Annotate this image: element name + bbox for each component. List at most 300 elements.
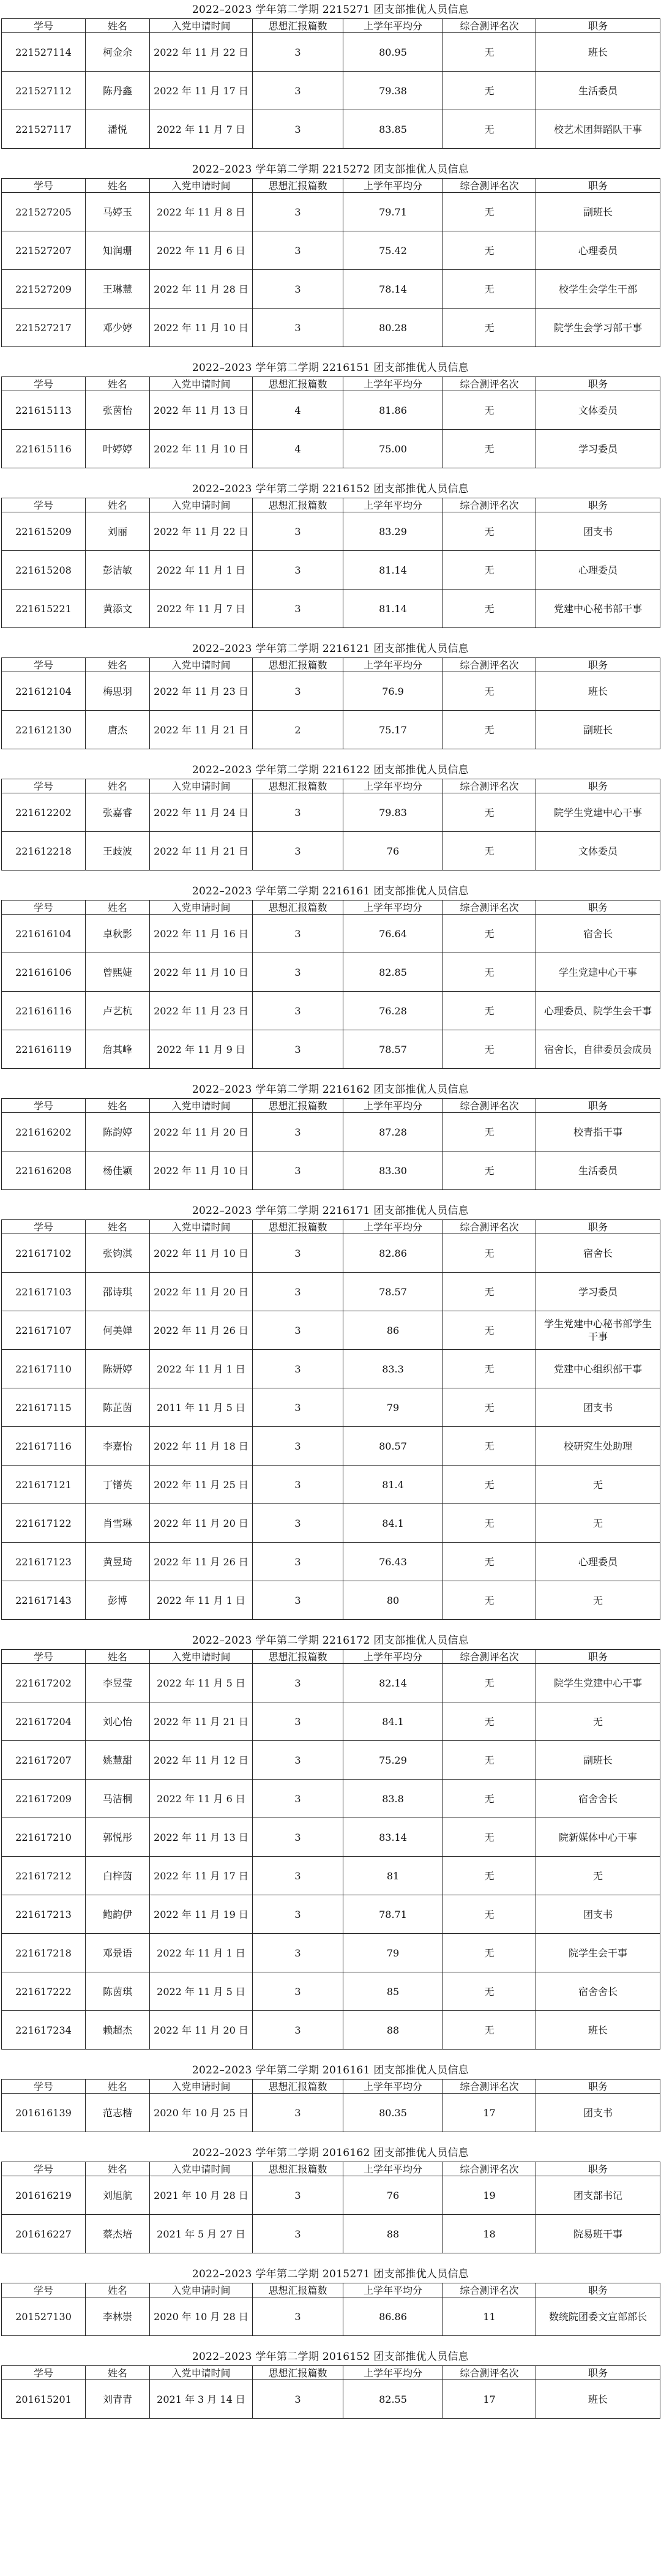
table-cell: 83.30 (343, 1151, 443, 1190)
table-cell: 83.14 (343, 1818, 443, 1857)
table-cell: 83.3 (343, 1350, 443, 1388)
column-header: 学号 (2, 1099, 86, 1113)
column-header: 学号 (2, 2283, 86, 2297)
table-cell: 17 (443, 2380, 536, 2419)
table-cell: 邓少婷 (86, 309, 150, 347)
table-row (2, 1427, 660, 1466)
table-cell: 3 (253, 1543, 343, 1581)
column-header: 上学年平均分 (343, 498, 443, 512)
table-cell: 2011 年 11 月 5 日 (150, 1388, 253, 1427)
table-cell: 团支书 (536, 512, 660, 551)
table-cell: 82.55 (343, 2380, 443, 2419)
table-cell: 丁镨英 (86, 1466, 150, 1504)
table-cell: 无 (443, 1504, 536, 1543)
table-cell: 76.43 (343, 1543, 443, 1581)
section-title: 2022–2023 学年第二学期 2216162 团支部推优人员信息 (192, 1084, 469, 1096)
column-header: 职务 (536, 179, 660, 193)
table-cell: 3 (253, 1350, 343, 1388)
table-cell: 88 (343, 2215, 443, 2253)
table-cell: 2022 年 11 月 21 日 (150, 1702, 253, 1741)
table-header-row (2, 2366, 660, 2380)
table-cell: 副班长 (536, 1741, 660, 1780)
column-header: 上学年平均分 (343, 2366, 443, 2380)
table-cell: 校学生会学生干部 (536, 270, 660, 309)
table-cell: 无 (443, 953, 536, 992)
roster-section (0, 2348, 661, 2419)
table-cell: 4 (253, 391, 343, 430)
column-header: 上学年平均分 (343, 2283, 443, 2297)
table-cell: 李昱莹 (86, 1664, 150, 1702)
column-header: 思想汇报篇数 (253, 779, 343, 793)
table-cell: 学生党建中心秘书部学生干事 (536, 1311, 660, 1350)
section-title: 2022–2023 学年第二学期 2216122 团支部推优人员信息 (192, 764, 469, 776)
table-cell: 班长 (536, 2011, 660, 2050)
table-cell: 无 (443, 672, 536, 711)
table-row (2, 1818, 660, 1857)
table-cell: 2022 年 11 月 17 日 (150, 1857, 253, 1895)
column-header: 学号 (2, 2162, 86, 2176)
table-cell: 宿舍舍长 (536, 1972, 660, 2011)
column-header: 综合测评名次 (443, 1650, 536, 1664)
column-header: 入党申请时间 (150, 1650, 253, 1664)
table-cell: 76.9 (343, 672, 443, 711)
table-cell: 无 (443, 391, 536, 430)
table-header-row (2, 1220, 660, 1234)
table-cell: 2022 年 11 月 18 日 (150, 1427, 253, 1466)
table-cell: 3 (253, 953, 343, 992)
roster-table (1, 2079, 660, 2132)
table-row (2, 1273, 660, 1311)
column-header: 学号 (2, 2366, 86, 2380)
table-row (2, 2215, 660, 2253)
table-cell: 3 (253, 1151, 343, 1190)
column-header: 思想汇报篇数 (253, 179, 343, 193)
table-cell: 无 (443, 1818, 536, 1857)
section-title: 2022–2023 学年第二学期 2216151 团支部推优人员信息 (192, 362, 469, 374)
table-cell: 班长 (536, 672, 660, 711)
table-cell: 3 (253, 1273, 343, 1311)
table-cell: 221617222 (2, 1972, 86, 2011)
table-cell: 81.14 (343, 551, 443, 590)
table-cell: 心理委员 (536, 551, 660, 590)
column-header: 职务 (536, 1099, 660, 1113)
table-cell: 曾熙婕 (86, 953, 150, 992)
table-cell: 221612202 (2, 793, 86, 832)
table-cell: 2022 年 11 月 10 日 (150, 309, 253, 347)
table-cell: 3 (253, 1934, 343, 1972)
table-cell: 2022 年 11 月 6 日 (150, 231, 253, 270)
table-cell: 无 (443, 1702, 536, 1741)
table-cell: 3 (253, 590, 343, 628)
table-cell: 86.86 (343, 2297, 443, 2336)
table-cell: 3 (253, 33, 343, 72)
column-header: 上学年平均分 (343, 1220, 443, 1234)
table-cell: 马洁桐 (86, 1780, 150, 1818)
table-cell: 3 (253, 1818, 343, 1857)
column-header: 入党申请时间 (150, 2162, 253, 2176)
roster-section (0, 2144, 661, 2253)
table-cell: 75.29 (343, 1741, 443, 1780)
table-cell: 陈妍婷 (86, 1350, 150, 1388)
column-header: 职务 (536, 1220, 660, 1234)
column-header: 学号 (2, 498, 86, 512)
column-header: 职务 (536, 779, 660, 793)
column-header: 入党申请时间 (150, 2080, 253, 2094)
roster-table (1, 657, 660, 749)
table-cell: 2022 年 11 月 1 日 (150, 1350, 253, 1388)
table-cell: 221617116 (2, 1427, 86, 1466)
table-cell: 221527209 (2, 270, 86, 309)
table-cell: 2022 年 11 月 16 日 (150, 915, 253, 953)
table-cell: 团支书 (536, 1388, 660, 1427)
column-header: 学号 (2, 900, 86, 915)
table-row (2, 1151, 660, 1190)
table-header-row (2, 779, 660, 793)
table-cell: 团支书 (536, 2094, 660, 2132)
column-header: 思想汇报篇数 (253, 1099, 343, 1113)
table-cell: 鲍韵伊 (86, 1895, 150, 1934)
table-cell: 校艺术团舞蹈队干事 (536, 110, 660, 149)
table-cell: 76.64 (343, 915, 443, 953)
table-cell: 王琳慧 (86, 270, 150, 309)
roster-section (0, 2266, 661, 2336)
column-header: 上学年平均分 (343, 779, 443, 793)
column-header: 入党申请时间 (150, 19, 253, 33)
table-cell: 221617207 (2, 1741, 86, 1780)
table-cell: 2022 年 11 月 13 日 (150, 1818, 253, 1857)
table-row (2, 1780, 660, 1818)
column-header: 思想汇报篇数 (253, 1220, 343, 1234)
table-cell: 3 (253, 270, 343, 309)
column-header: 思想汇报篇数 (253, 377, 343, 391)
table-cell: 2022 年 11 月 26 日 (150, 1311, 253, 1350)
table-cell: 3 (253, 72, 343, 110)
section-title: 2022–2023 学年第二学期 2016152 团支部推优人员信息 (192, 2351, 469, 2363)
table-cell: 79 (343, 1934, 443, 1972)
table-cell: 学习委员 (536, 430, 660, 468)
table-cell: 3 (253, 2011, 343, 2050)
table-cell: 生活委员 (536, 72, 660, 110)
table-cell: 张嘉睿 (86, 793, 150, 832)
table-cell: 3 (253, 1741, 343, 1780)
column-header: 职务 (536, 2366, 660, 2380)
table-cell: 宿舍舍长 (536, 1780, 660, 1818)
table-cell: 无 (443, 1543, 536, 1581)
table-cell: 王歧波 (86, 832, 150, 871)
table-cell: 221615113 (2, 391, 86, 430)
table-cell: 叶婷婷 (86, 430, 150, 468)
table-row (2, 270, 660, 309)
table-cell: 221617204 (2, 1702, 86, 1741)
table-cell: 李嘉怡 (86, 1427, 150, 1466)
table-cell: 79.71 (343, 193, 443, 231)
table-header-row (2, 658, 660, 672)
table-cell: 心理委员、院学生会干事 (536, 992, 660, 1030)
table-cell: 17 (443, 2094, 536, 2132)
table-cell: 221612104 (2, 672, 86, 711)
table-cell: 卢艺杭 (86, 992, 150, 1030)
roster-table (1, 178, 660, 347)
table-cell: 2022 年 11 月 10 日 (150, 1234, 253, 1273)
table-cell: 3 (253, 1895, 343, 1934)
column-header: 学号 (2, 179, 86, 193)
column-header: 上学年平均分 (343, 658, 443, 672)
table-cell: 88 (343, 2011, 443, 2050)
column-header: 综合测评名次 (443, 498, 536, 512)
table-cell: 陈芷茵 (86, 1388, 150, 1427)
column-header: 入党申请时间 (150, 900, 253, 915)
table-cell: 79.83 (343, 793, 443, 832)
table-cell: 80.28 (343, 309, 443, 347)
table-row (2, 711, 660, 749)
table-row (2, 672, 660, 711)
table-cell: 梅思羽 (86, 672, 150, 711)
section-title: 2022–2023 学年第二学期 2016162 团支部推优人员信息 (192, 2147, 469, 2159)
column-header: 上学年平均分 (343, 377, 443, 391)
table-cell: 无 (443, 590, 536, 628)
table-cell: 无 (443, 72, 536, 110)
table-cell: 彭博 (86, 1581, 150, 1620)
column-header: 姓名 (86, 1650, 150, 1664)
table-cell: 201616227 (2, 2215, 86, 2253)
table-cell: 副班长 (536, 193, 660, 231)
table-cell: 3 (253, 193, 343, 231)
column-header: 综合测评名次 (443, 2283, 536, 2297)
table-cell: 221617122 (2, 1504, 86, 1543)
column-header: 姓名 (86, 658, 150, 672)
roster-table (1, 2283, 660, 2336)
table-cell: 无 (443, 1234, 536, 1273)
table-cell: 彭洁敏 (86, 551, 150, 590)
table-row (2, 1664, 660, 1702)
table-cell: 唐杰 (86, 711, 150, 749)
table-cell: 杨佳颖 (86, 1151, 150, 1190)
table-cell: 校研究生处助理 (536, 1427, 660, 1466)
table-cell: 81 (343, 1857, 443, 1895)
table-cell: 2022 年 11 月 22 日 (150, 512, 253, 551)
table-cell: 无 (443, 915, 536, 953)
table-cell: 学生党建中心干事 (536, 953, 660, 992)
table-cell: 赖超杰 (86, 2011, 150, 2050)
table-cell: 79 (343, 1388, 443, 1427)
roster-table (1, 2365, 660, 2419)
table-cell: 221612218 (2, 832, 86, 871)
table-cell: 221617115 (2, 1388, 86, 1427)
column-header: 姓名 (86, 900, 150, 915)
table-cell: 刘旭航 (86, 2176, 150, 2215)
table-cell: 刘青青 (86, 2380, 150, 2419)
table-cell: 无 (536, 1466, 660, 1504)
column-header: 姓名 (86, 1099, 150, 1113)
roster-section (0, 1081, 661, 1190)
table-header-row (2, 2080, 660, 2094)
table-row (2, 1030, 660, 1069)
table-cell: 无 (443, 1113, 536, 1151)
column-header: 思想汇报篇数 (253, 19, 343, 33)
roster-table (1, 498, 660, 628)
table-cell: 221616106 (2, 953, 86, 992)
column-header: 综合测评名次 (443, 2366, 536, 2380)
column-header: 思想汇报篇数 (253, 900, 343, 915)
column-header: 职务 (536, 498, 660, 512)
table-cell: 3 (253, 1030, 343, 1069)
table-cell: 无 (443, 430, 536, 468)
table-cell: 无 (536, 1857, 660, 1895)
column-header: 思想汇报篇数 (253, 2080, 343, 2094)
table-cell: 陈茵琪 (86, 1972, 150, 2011)
column-header: 入党申请时间 (150, 2366, 253, 2380)
table-cell: 2022 年 11 月 23 日 (150, 672, 253, 711)
table-cell: 221616202 (2, 1113, 86, 1151)
table-row (2, 1934, 660, 1972)
column-header: 思想汇报篇数 (253, 2162, 343, 2176)
section-title: 2022–2023 学年第二学期 2216172 团支部推优人员信息 (192, 1634, 469, 1647)
roster-section (0, 1202, 661, 1620)
table-cell: 19 (443, 2176, 536, 2215)
table-cell: 2022 年 11 月 8 日 (150, 193, 253, 231)
table-header-row (2, 2283, 660, 2297)
table-cell: 82.85 (343, 953, 443, 992)
column-header: 入党申请时间 (150, 2283, 253, 2297)
table-cell: 221527114 (2, 33, 86, 72)
table-cell: 3 (253, 1311, 343, 1350)
table-cell: 黄添文 (86, 590, 150, 628)
table-cell: 生活委员 (536, 1151, 660, 1190)
table-cell: 无 (443, 110, 536, 149)
column-header: 综合测评名次 (443, 179, 536, 193)
table-cell: 221617209 (2, 1780, 86, 1818)
table-row (2, 1113, 660, 1151)
section-title: 2022–2023 学年第二学期 2216152 团支部推优人员信息 (192, 483, 469, 495)
table-cell: 院学生党建中心干事 (536, 793, 660, 832)
table-cell: 2022 年 11 月 19 日 (150, 1895, 253, 1934)
table-cell: 陈韵婷 (86, 1113, 150, 1151)
table-cell: 无 (443, 1780, 536, 1818)
table-cell: 心理委员 (536, 1543, 660, 1581)
table-cell: 18 (443, 2215, 536, 2253)
table-cell: 3 (253, 512, 343, 551)
table-cell: 11 (443, 2297, 536, 2336)
table-cell: 81.86 (343, 391, 443, 430)
table-cell: 221617102 (2, 1234, 86, 1273)
table-cell: 无 (443, 992, 536, 1030)
table-cell: 221617212 (2, 1857, 86, 1895)
table-cell: 221617218 (2, 1934, 86, 1972)
table-header-row (2, 179, 660, 193)
roster-section (0, 640, 661, 749)
table-cell: 无 (443, 270, 536, 309)
table-cell: 范志楷 (86, 2094, 150, 2132)
table-cell: 党建中心组织部干事 (536, 1350, 660, 1388)
table-cell: 柯金余 (86, 33, 150, 72)
column-header: 职务 (536, 2080, 660, 2094)
roster-table (1, 1649, 660, 2050)
table-cell: 3 (253, 2176, 343, 2215)
table-cell: 221617110 (2, 1350, 86, 1388)
column-header: 姓名 (86, 377, 150, 391)
column-header: 入党申请时间 (150, 1220, 253, 1234)
table-cell: 张钧淇 (86, 1234, 150, 1273)
table-cell: 院学生会学习部干事 (536, 309, 660, 347)
table-cell: 2021 年 10 月 28 日 (150, 2176, 253, 2215)
table-row (2, 2297, 660, 2336)
table-cell: 无 (443, 1350, 536, 1388)
table-row (2, 72, 660, 110)
table-cell: 学习委员 (536, 1273, 660, 1311)
roster-section (0, 359, 661, 468)
table-cell: 2022 年 11 月 10 日 (150, 953, 253, 992)
table-cell: 3 (253, 1113, 343, 1151)
table-cell: 221617107 (2, 1311, 86, 1350)
column-header: 学号 (2, 658, 86, 672)
roster-table (1, 779, 660, 871)
table-cell: 白梓茵 (86, 1857, 150, 1895)
table-cell: 2022 年 11 月 12 日 (150, 1741, 253, 1780)
column-header: 姓名 (86, 179, 150, 193)
table-cell: 3 (253, 2215, 343, 2253)
table-cell: 詹其峰 (86, 1030, 150, 1069)
table-cell: 无 (443, 793, 536, 832)
table-cell: 无 (443, 309, 536, 347)
table-cell: 221527112 (2, 72, 86, 110)
table-cell: 无 (443, 1427, 536, 1466)
table-cell: 校青指干事 (536, 1113, 660, 1151)
table-cell: 邵诗琪 (86, 1273, 150, 1311)
table-header-row (2, 498, 660, 512)
table-cell: 2022 年 11 月 25 日 (150, 1466, 253, 1504)
table-cell: 75.17 (343, 711, 443, 749)
table-cell: 何美婵 (86, 1311, 150, 1350)
roster-table (1, 18, 660, 149)
table-cell: 83.29 (343, 512, 443, 551)
column-header: 职务 (536, 2283, 660, 2297)
table-row (2, 1234, 660, 1273)
table-cell: 院易班干事 (536, 2215, 660, 2253)
table-cell: 221615208 (2, 551, 86, 590)
table-cell: 刘丽 (86, 512, 150, 551)
table-cell: 潘悦 (86, 110, 150, 149)
table-cell: 院学生会干事 (536, 1934, 660, 1972)
column-header: 职务 (536, 900, 660, 915)
table-cell: 郭悦彤 (86, 1818, 150, 1857)
table-row (2, 1466, 660, 1504)
table-cell: 2022 年 11 月 20 日 (150, 1504, 253, 1543)
table-cell: 80.57 (343, 1427, 443, 1466)
table-cell: 副班长 (536, 711, 660, 749)
table-row (2, 1311, 660, 1350)
column-header: 思想汇报篇数 (253, 2366, 343, 2380)
table-cell: 221616119 (2, 1030, 86, 1069)
table-cell: 4 (253, 430, 343, 468)
table-cell: 201527130 (2, 2297, 86, 2336)
table-cell: 无 (443, 2011, 536, 2050)
table-cell: 2021 年 5 月 27 日 (150, 2215, 253, 2253)
column-header: 学号 (2, 19, 86, 33)
table-cell: 3 (253, 915, 343, 953)
table-header-row (2, 1650, 660, 1664)
column-header: 姓名 (86, 1220, 150, 1234)
table-cell: 3 (253, 110, 343, 149)
table-cell: 221617143 (2, 1581, 86, 1620)
roster-section (0, 481, 661, 628)
table-cell: 221615116 (2, 430, 86, 468)
table-cell: 无 (443, 551, 536, 590)
column-header: 姓名 (86, 2283, 150, 2297)
table-cell: 86 (343, 1311, 443, 1350)
column-header: 职务 (536, 19, 660, 33)
table-cell: 221617213 (2, 1895, 86, 1934)
table-cell: 3 (253, 1504, 343, 1543)
